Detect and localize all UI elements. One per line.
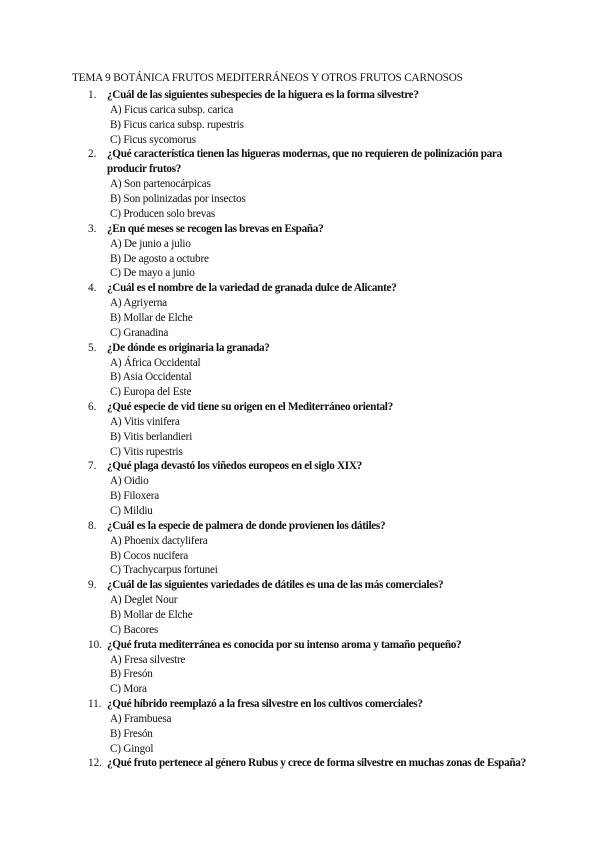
answer-option: C) Producen solo brevas [110, 207, 216, 220]
answer-option: C) Europa del Este [110, 386, 192, 399]
question-text: ¿Cuál es la especie de palmera de donde provienen los dátiles? [107, 519, 386, 532]
answer-option: A) Vitis vinifera [110, 415, 180, 428]
answer-option: A) África Occidental [110, 356, 201, 369]
question-item [0, 88, 600, 147]
question-text: ¿Qué característica tienen las higueras modernas, que no requieren de polinización para producir frutos? [107, 148, 502, 176]
question-item [0, 400, 600, 459]
question-number: 4. [88, 282, 97, 295]
question-text: ¿Qué plaga devastó los viñedos europeos en el siglo XIX? [107, 460, 362, 473]
question-item [0, 519, 600, 578]
answer-option: B) Filoxera [110, 490, 160, 503]
question-number: 1. [88, 89, 97, 101]
question-text: ¿De dónde es originaria la granada? [107, 341, 270, 354]
document-title: TEMA 9 BOTÁNICA FRUTOS MEDITERRÁNEOS Y OTROS FRUTOS CARNOSOS [72, 72, 463, 84]
question-number: 8. [88, 519, 97, 532]
question-item [0, 756, 600, 771]
question-text: ¿Qué especie de vid tiene su origen en el Mediterráneo oriental? [107, 400, 393, 413]
question-item [0, 578, 600, 637]
question-number: 2. [88, 148, 97, 161]
answer-option: C) Trachycarpus fortunei [110, 564, 218, 577]
answer-option: C) Bacores [110, 623, 159, 636]
answer-option: B) Son polinizadas por insectos [110, 193, 246, 206]
answer-option: B) Cocos nucifera [110, 549, 188, 562]
question-number: 9. [88, 579, 97, 592]
question-text: ¿Cuál de las siguientes subespecies de la higuera es la forma silvestre? [107, 89, 419, 101]
answer-option: C) Ficus sycomorus [110, 133, 196, 146]
question-number: 3. [88, 222, 97, 235]
question-item [0, 222, 600, 281]
question-item [0, 147, 600, 221]
question-number: 5. [88, 341, 97, 354]
answer-option: C) Mildiu [110, 504, 153, 517]
question-text: ¿Cuál de las siguientes variedades de dátiles es una de las más comerciales? [107, 579, 444, 592]
answer-option: A) Agriyerna [110, 297, 167, 310]
question-item [0, 341, 600, 400]
answer-option: C) Granadina [110, 326, 169, 339]
question-number: 12. [88, 757, 102, 770]
answer-option: A) Son partenocárpicas [110, 178, 211, 191]
answer-option: B) Asia Occidental [110, 371, 192, 384]
question-item [0, 459, 600, 518]
answer-option: C) Gingol [110, 742, 154, 755]
answer-option: B) Fresón [110, 727, 153, 740]
question-item [0, 281, 600, 340]
answer-option: A) Frambuesa [110, 712, 172, 725]
answer-option: A) De junio a julio [110, 237, 191, 250]
question-text: ¿Qué fruta mediterránea es conocida por su intenso aroma y tamaño pequeño? [107, 638, 462, 651]
answer-option: A) Ficus carica subsp. carica [110, 104, 234, 116]
question-text: ¿En qué meses se recogen las brevas en España? [107, 222, 324, 235]
answer-option: A) Oidio [110, 475, 149, 488]
question-number: 6. [88, 400, 97, 413]
question-text: ¿Qué fruto pertenece al género Rubus y crece de forma silvestre en muchas zonas de España? [107, 757, 526, 770]
answer-option: C) Vitis rupestris [110, 445, 183, 458]
question-text: ¿Qué híbrido reemplazó a la fresa silvestre en los cultivos comerciales? [107, 697, 423, 710]
answer-option: C) Mora [110, 683, 147, 696]
answer-option: B) Ficus carica subsp. rupestris [110, 118, 244, 131]
answer-option: A) Fresa silvestre [110, 653, 186, 666]
answer-option: B) Mollar de Elche [110, 311, 193, 324]
answer-option: B) Fresón [110, 668, 153, 681]
answer-option: C) De mayo a junio [110, 267, 195, 280]
answer-option: B) Mollar de Elche [110, 608, 193, 621]
question-number: 10. [88, 638, 102, 651]
question-item [0, 697, 600, 756]
question-text: ¿Cuál es el nombre de la variedad de granada dulce de Alicante? [107, 282, 397, 295]
answer-option: A) Deglet Nour [110, 594, 178, 607]
question-list [0, 88, 600, 771]
answer-option: B) Vitis berlandieri [110, 430, 193, 443]
question-item [0, 638, 600, 697]
question-number: 11. [88, 697, 102, 710]
answer-option: B) De agosto a octubre [110, 252, 209, 265]
question-number: 7. [88, 460, 97, 473]
answer-option: A) Phoenix dactylifera [110, 534, 208, 547]
